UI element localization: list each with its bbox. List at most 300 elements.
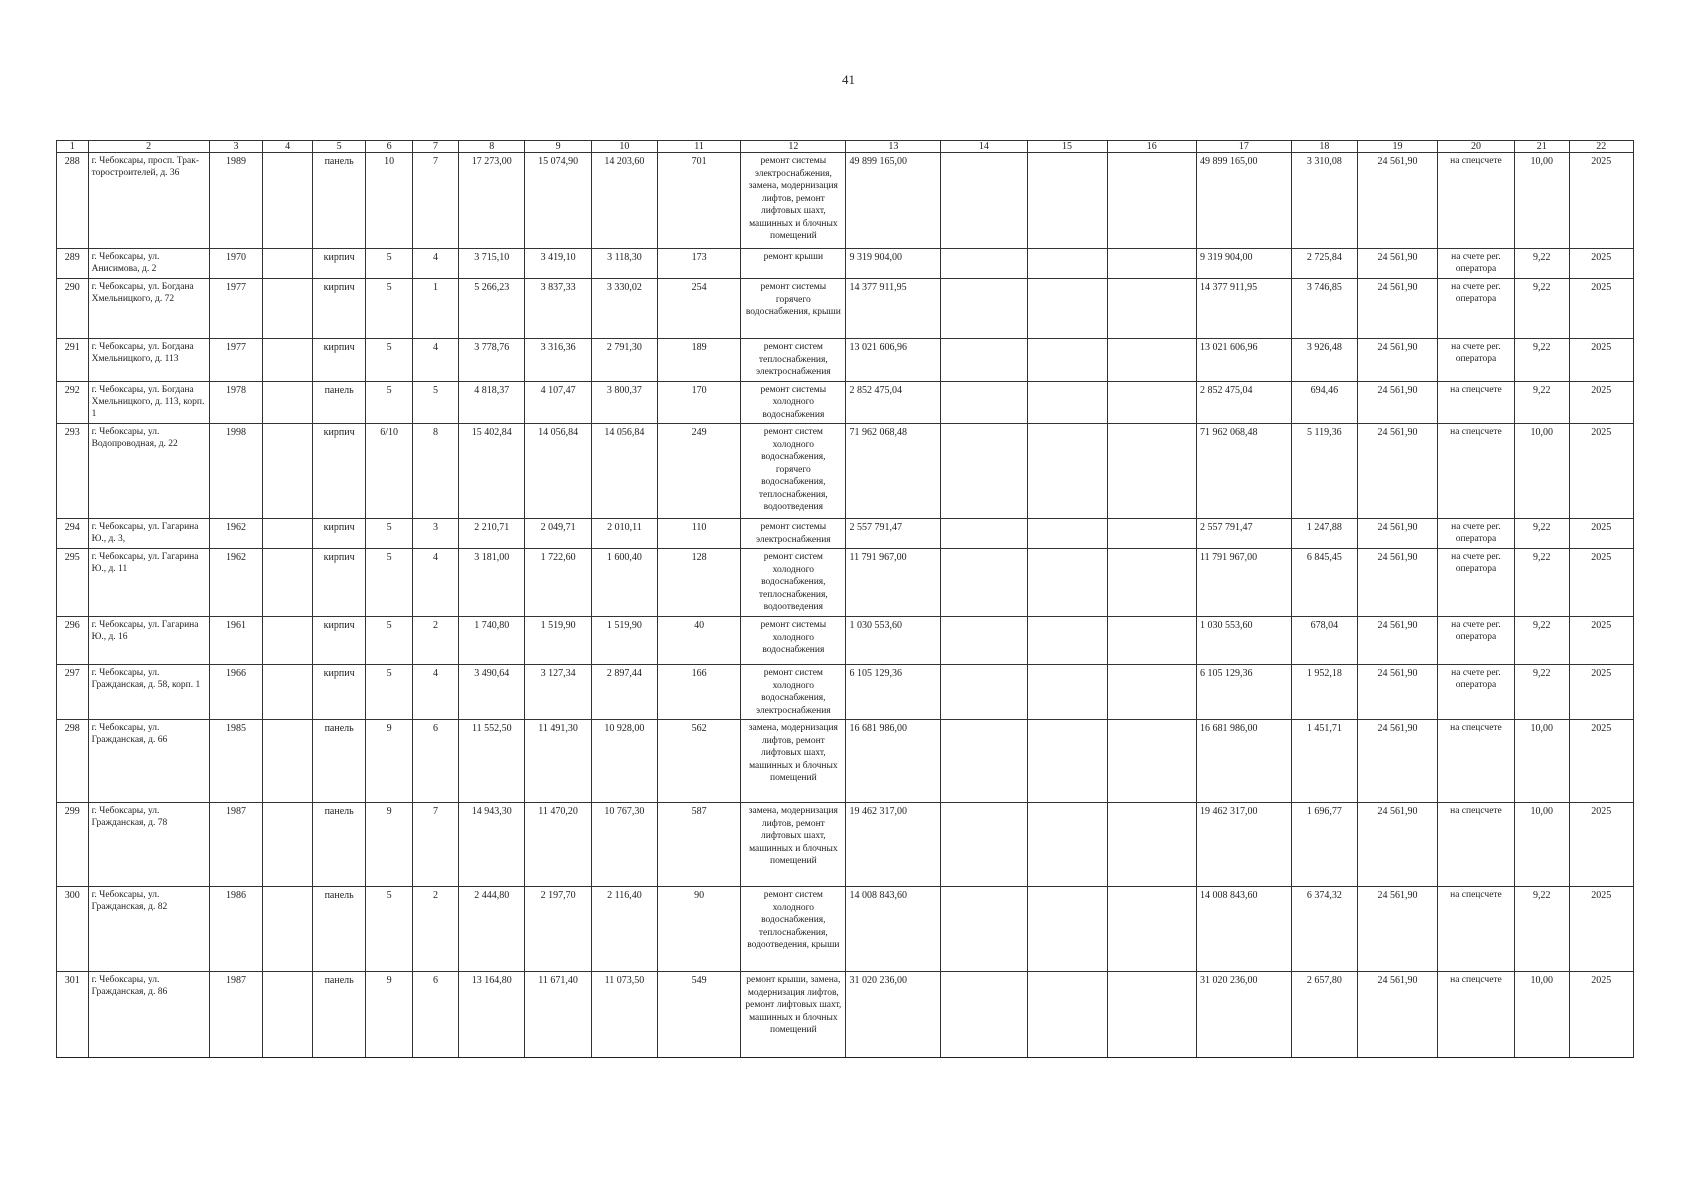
column-header-15: 15 (1027, 141, 1107, 153)
account-cell: на счете рег. оператора (1438, 549, 1515, 617)
col4-cell (263, 153, 312, 249)
limit-cell: 24 561,90 (1358, 249, 1438, 279)
table-header (57, 141, 1634, 153)
col16-cell (1107, 339, 1196, 382)
col4-cell (263, 424, 312, 519)
area-living-cell: 14 056,84 (525, 424, 591, 519)
entrances-cell: 4 (412, 549, 458, 617)
col15-cell (1027, 720, 1107, 803)
material-cell: панель (312, 153, 366, 249)
unit-cost-cell: 2 657,80 (1291, 972, 1357, 1058)
area-other-cell: 3 330,02 (591, 279, 657, 339)
table-row (57, 972, 1634, 1058)
address-cell: г. Чебоксары, ул. Гражданская, д. 82 (88, 887, 209, 972)
col15-cell (1027, 549, 1107, 617)
address-cell: г. Чебоксары, просп. Трак-торостроителей, д. 36 (88, 153, 209, 249)
rate-cell: 10,00 (1514, 720, 1569, 803)
area-living-cell: 3 127,34 (525, 665, 591, 720)
area-total-cell: 3 715,10 (459, 249, 525, 279)
floors-cell: 6/10 (366, 424, 412, 519)
plan-year-cell: 2025 (1569, 803, 1633, 887)
col14-cell (941, 887, 1027, 972)
cost-cell: 49 899 165,00 (846, 153, 941, 249)
col14-cell (941, 665, 1027, 720)
table-body (57, 153, 1634, 1058)
column-header-4: 4 (263, 141, 312, 153)
limit-cell: 24 561,90 (1358, 887, 1438, 972)
column-header-9: 9 (525, 141, 591, 153)
account-cell: на счете рег. оператора (1438, 665, 1515, 720)
work-type-cell: ремонт систем холодного водоснабжения, теплоснабжения, водоотведения (741, 549, 846, 617)
cost-cell: 31 020 236,00 (846, 972, 941, 1058)
cost-cell: 16 681 986,00 (846, 720, 941, 803)
entrances-cell: 2 (412, 887, 458, 972)
unit-cost-cell: 3 310,08 (1291, 153, 1357, 249)
material-cell: панель (312, 972, 366, 1058)
address-cell: г. Чебоксары, ул. Гражданская, д. 86 (88, 972, 209, 1058)
limit-cell: 24 561,90 (1358, 803, 1438, 887)
area-total-cell: 3 778,76 (459, 339, 525, 382)
cost-cell: 1 030 553,60 (846, 617, 941, 665)
year-cell: 1966 (209, 665, 263, 720)
col16-cell (1107, 519, 1196, 549)
residents-cell: 170 (658, 381, 741, 424)
area-other-cell: 2 116,40 (591, 887, 657, 972)
area-other-cell: 1 600,40 (591, 549, 657, 617)
col15-cell (1027, 519, 1107, 549)
rate-cell: 9,22 (1514, 249, 1569, 279)
work-type-cell: замена, модернизация лифтов, ремонт лифтовых шахт, машинных и блочных помещений (741, 803, 846, 887)
floors-cell: 9 (366, 972, 412, 1058)
cost-total-cell: 2 852 475,04 (1196, 381, 1291, 424)
year-cell: 1987 (209, 972, 263, 1058)
rate-cell: 10,00 (1514, 153, 1569, 249)
column-number-row (57, 141, 1634, 153)
cost-total-cell: 9 319 904,00 (1196, 249, 1291, 279)
address-cell: г. Чебоксары, ул. Водопроводная, д. 22 (88, 424, 209, 519)
work-type-cell: ремонт системы электроснабжения (741, 519, 846, 549)
column-header-19: 19 (1358, 141, 1438, 153)
col16-cell (1107, 549, 1196, 617)
table-row (57, 279, 1634, 339)
entrances-cell: 7 (412, 803, 458, 887)
area-living-cell: 11 671,40 (525, 972, 591, 1058)
row-number: 288 (57, 153, 89, 249)
col16-cell (1107, 279, 1196, 339)
area-living-cell: 4 107,47 (525, 381, 591, 424)
account-cell: на спецсчете (1438, 972, 1515, 1058)
area-other-cell: 2 010,11 (591, 519, 657, 549)
year-cell: 1998 (209, 424, 263, 519)
area-total-cell: 17 273,00 (459, 153, 525, 249)
col16-cell (1107, 665, 1196, 720)
col4-cell (263, 887, 312, 972)
account-cell: на счете рег. оператора (1438, 279, 1515, 339)
work-type-cell: замена, модернизация лифтов, ремонт лифтовых шахт, машинных и блочных помещений (741, 720, 846, 803)
plan-year-cell: 2025 (1569, 720, 1633, 803)
floors-cell: 9 (366, 720, 412, 803)
col16-cell (1107, 424, 1196, 519)
floors-cell: 5 (366, 249, 412, 279)
area-living-cell: 11 470,20 (525, 803, 591, 887)
cost-cell: 14 008 843,60 (846, 887, 941, 972)
address-cell: г. Чебоксары, ул. Богдана Хмельницкого, д. 113 (88, 339, 209, 382)
row-number: 289 (57, 249, 89, 279)
account-cell: на спецсчете (1438, 803, 1515, 887)
account-cell: на спецсчете (1438, 720, 1515, 803)
column-header-22: 22 (1569, 141, 1633, 153)
col16-cell (1107, 153, 1196, 249)
unit-cost-cell: 694,46 (1291, 381, 1357, 424)
area-other-cell: 3 800,37 (591, 381, 657, 424)
row-number: 292 (57, 381, 89, 424)
plan-year-cell: 2025 (1569, 519, 1633, 549)
floors-cell: 5 (366, 339, 412, 382)
col14-cell (941, 617, 1027, 665)
area-living-cell: 11 491,30 (525, 720, 591, 803)
unit-cost-cell: 2 725,84 (1291, 249, 1357, 279)
unit-cost-cell: 5 119,36 (1291, 424, 1357, 519)
column-header-3: 3 (209, 141, 263, 153)
material-cell: кирпич (312, 519, 366, 549)
year-cell: 1977 (209, 279, 263, 339)
cost-total-cell: 16 681 986,00 (1196, 720, 1291, 803)
capital-repair-table-container (56, 140, 1634, 1058)
col15-cell (1027, 972, 1107, 1058)
year-cell: 1961 (209, 617, 263, 665)
limit-cell: 24 561,90 (1358, 617, 1438, 665)
col4-cell (263, 519, 312, 549)
entrances-cell: 1 (412, 279, 458, 339)
unit-cost-cell: 1 451,71 (1291, 720, 1357, 803)
limit-cell: 24 561,90 (1358, 972, 1438, 1058)
address-cell: г. Чебоксары, ул. Гагарина Ю., д. 11 (88, 549, 209, 617)
work-type-cell: ремонт системы горячего водоснабжения, крыши (741, 279, 846, 339)
work-type-cell: ремонт систем теплоснабжения, электроснабжения (741, 339, 846, 382)
col4-cell (263, 972, 312, 1058)
year-cell: 1962 (209, 519, 263, 549)
residents-cell: 40 (658, 617, 741, 665)
row-number: 300 (57, 887, 89, 972)
table-row (57, 381, 1634, 424)
col4-cell (263, 381, 312, 424)
row-number: 290 (57, 279, 89, 339)
table-row (57, 665, 1634, 720)
column-header-12: 12 (741, 141, 846, 153)
area-other-cell: 14 203,60 (591, 153, 657, 249)
cost-total-cell: 71 962 068,48 (1196, 424, 1291, 519)
account-cell: на счете рег. оператора (1438, 339, 1515, 382)
cost-total-cell: 14 008 843,60 (1196, 887, 1291, 972)
area-living-cell: 15 074,90 (525, 153, 591, 249)
column-header-5: 5 (312, 141, 366, 153)
work-type-cell: ремонт крыши (741, 249, 846, 279)
year-cell: 1985 (209, 720, 263, 803)
row-number: 299 (57, 803, 89, 887)
address-cell: г. Чебоксары, ул. Гагарина Ю., д. 16 (88, 617, 209, 665)
material-cell: панель (312, 803, 366, 887)
entrances-cell: 6 (412, 720, 458, 803)
address-cell: г. Чебоксары, ул. Гражданская, д. 78 (88, 803, 209, 887)
area-other-cell: 2 791,30 (591, 339, 657, 382)
area-total-cell: 14 943,30 (459, 803, 525, 887)
col14-cell (941, 972, 1027, 1058)
residents-cell: 249 (658, 424, 741, 519)
column-header-13: 13 (846, 141, 941, 153)
account-cell: на спецсчете (1438, 887, 1515, 972)
material-cell: панель (312, 887, 366, 972)
unit-cost-cell: 1 696,77 (1291, 803, 1357, 887)
account-cell: на счете рег. оператора (1438, 249, 1515, 279)
row-number: 294 (57, 519, 89, 549)
limit-cell: 24 561,90 (1358, 665, 1438, 720)
col16-cell (1107, 249, 1196, 279)
row-number: 301 (57, 972, 89, 1058)
col15-cell (1027, 279, 1107, 339)
floors-cell: 5 (366, 279, 412, 339)
col15-cell (1027, 381, 1107, 424)
limit-cell: 24 561,90 (1358, 381, 1438, 424)
residents-cell: 189 (658, 339, 741, 382)
column-header-7: 7 (412, 141, 458, 153)
plan-year-cell: 2025 (1569, 153, 1633, 249)
rate-cell: 9,22 (1514, 617, 1569, 665)
residents-cell: 587 (658, 803, 741, 887)
col14-cell (941, 803, 1027, 887)
col15-cell (1027, 339, 1107, 382)
area-living-cell: 3 837,33 (525, 279, 591, 339)
col14-cell (941, 249, 1027, 279)
col15-cell (1027, 665, 1107, 720)
area-total-cell: 3 181,00 (459, 549, 525, 617)
rate-cell: 9,22 (1514, 519, 1569, 549)
year-cell: 1962 (209, 549, 263, 617)
floors-cell: 5 (366, 549, 412, 617)
account-cell: на счете рег. оператора (1438, 519, 1515, 549)
rate-cell: 9,22 (1514, 339, 1569, 382)
col15-cell (1027, 617, 1107, 665)
year-cell: 1987 (209, 803, 263, 887)
area-other-cell: 2 897,44 (591, 665, 657, 720)
work-type-cell: ремонт системы электроснабжения, замена, модернизация лифтов, ремонт лифтовых шахт, машинных и блочных помещений (741, 153, 846, 249)
plan-year-cell: 2025 (1569, 549, 1633, 617)
plan-year-cell: 2025 (1569, 249, 1633, 279)
col4-cell (263, 279, 312, 339)
row-number: 291 (57, 339, 89, 382)
limit-cell: 24 561,90 (1358, 519, 1438, 549)
area-living-cell: 2 197,70 (525, 887, 591, 972)
col4-cell (263, 549, 312, 617)
unit-cost-cell: 3 926,48 (1291, 339, 1357, 382)
floors-cell: 5 (366, 381, 412, 424)
area-living-cell: 2 049,71 (525, 519, 591, 549)
capital-repair-table (56, 140, 1634, 1058)
address-cell: г. Чебоксары, ул. Гражданская, д. 66 (88, 720, 209, 803)
limit-cell: 24 561,90 (1358, 339, 1438, 382)
area-living-cell: 1 722,60 (525, 549, 591, 617)
residents-cell: 549 (658, 972, 741, 1058)
area-total-cell: 1 740,80 (459, 617, 525, 665)
col4-cell (263, 803, 312, 887)
col16-cell (1107, 803, 1196, 887)
limit-cell: 24 561,90 (1358, 424, 1438, 519)
area-total-cell: 5 266,23 (459, 279, 525, 339)
col14-cell (941, 549, 1027, 617)
rate-cell: 10,00 (1514, 803, 1569, 887)
col15-cell (1027, 887, 1107, 972)
floors-cell: 5 (366, 887, 412, 972)
residents-cell: 562 (658, 720, 741, 803)
account-cell: на спецсчете (1438, 153, 1515, 249)
column-header-21: 21 (1514, 141, 1569, 153)
col14-cell (941, 279, 1027, 339)
material-cell: панель (312, 381, 366, 424)
page-number: 41 (842, 72, 855, 87)
area-living-cell: 3 316,36 (525, 339, 591, 382)
work-type-cell: ремонт систем холодного водоснабжения, электроснабжения (741, 665, 846, 720)
area-total-cell: 15 402,84 (459, 424, 525, 519)
account-cell: на спецсчете (1438, 424, 1515, 519)
cost-cell: 19 462 317,00 (846, 803, 941, 887)
area-other-cell: 10 767,30 (591, 803, 657, 887)
cost-total-cell: 13 021 606,96 (1196, 339, 1291, 382)
area-other-cell: 10 928,00 (591, 720, 657, 803)
col14-cell (941, 381, 1027, 424)
rate-cell: 10,00 (1514, 972, 1569, 1058)
year-cell: 1970 (209, 249, 263, 279)
entrances-cell: 7 (412, 153, 458, 249)
year-cell: 1986 (209, 887, 263, 972)
column-header-8: 8 (459, 141, 525, 153)
table-row (57, 720, 1634, 803)
plan-year-cell: 2025 (1569, 424, 1633, 519)
rate-cell: 9,22 (1514, 665, 1569, 720)
material-cell: кирпич (312, 424, 366, 519)
table-row (57, 549, 1634, 617)
cost-total-cell: 14 377 911,95 (1196, 279, 1291, 339)
area-total-cell: 4 818,37 (459, 381, 525, 424)
material-cell: кирпич (312, 665, 366, 720)
plan-year-cell: 2025 (1569, 339, 1633, 382)
column-header-17: 17 (1196, 141, 1291, 153)
cost-total-cell: 31 020 236,00 (1196, 972, 1291, 1058)
col16-cell (1107, 381, 1196, 424)
residents-cell: 110 (658, 519, 741, 549)
unit-cost-cell: 1 952,18 (1291, 665, 1357, 720)
column-header-1: 1 (57, 141, 89, 153)
unit-cost-cell: 3 746,85 (1291, 279, 1357, 339)
col16-cell (1107, 972, 1196, 1058)
plan-year-cell: 2025 (1569, 972, 1633, 1058)
area-living-cell: 3 419,10 (525, 249, 591, 279)
table-row (57, 803, 1634, 887)
col16-cell (1107, 720, 1196, 803)
col14-cell (941, 519, 1027, 549)
cost-cell: 2 557 791,47 (846, 519, 941, 549)
rate-cell: 10,00 (1514, 424, 1569, 519)
area-other-cell: 11 073,50 (591, 972, 657, 1058)
cost-total-cell: 19 462 317,00 (1196, 803, 1291, 887)
address-cell: г. Чебоксары, ул. Богдана Хмельницкого, д. 72 (88, 279, 209, 339)
address-cell: г. Чебоксары, ул. Богдана Хмельницкого, д. 113, корп. 1 (88, 381, 209, 424)
address-cell: г. Чебоксары, ул. Гражданская, д. 58, корп. 1 (88, 665, 209, 720)
year-cell: 1977 (209, 339, 263, 382)
residents-cell: 90 (658, 887, 741, 972)
cost-total-cell: 49 899 165,00 (1196, 153, 1291, 249)
column-header-14: 14 (941, 141, 1027, 153)
table-row (57, 617, 1634, 665)
year-cell: 1989 (209, 153, 263, 249)
entrances-cell: 3 (412, 519, 458, 549)
limit-cell: 24 561,90 (1358, 153, 1438, 249)
area-other-cell: 1 519,90 (591, 617, 657, 665)
work-type-cell: ремонт систем холодного водоснабжения, горячего водоснабжения, теплоснабжения, водоотведения (741, 424, 846, 519)
rate-cell: 9,22 (1514, 887, 1569, 972)
unit-cost-cell: 6 845,45 (1291, 549, 1357, 617)
col4-cell (263, 665, 312, 720)
col16-cell (1107, 887, 1196, 972)
col4-cell (263, 617, 312, 665)
area-total-cell: 11 552,50 (459, 720, 525, 803)
material-cell: кирпич (312, 617, 366, 665)
unit-cost-cell: 6 374,32 (1291, 887, 1357, 972)
material-cell: кирпич (312, 339, 366, 382)
floors-cell: 5 (366, 665, 412, 720)
plan-year-cell: 2025 (1569, 665, 1633, 720)
entrances-cell: 4 (412, 665, 458, 720)
col4-cell (263, 720, 312, 803)
cost-cell: 13 021 606,96 (846, 339, 941, 382)
address-cell: г. Чебоксары, ул. Анисимова, д. 2 (88, 249, 209, 279)
material-cell: панель (312, 720, 366, 803)
area-other-cell: 3 118,30 (591, 249, 657, 279)
row-number: 297 (57, 665, 89, 720)
area-living-cell: 1 519,90 (525, 617, 591, 665)
cost-total-cell: 2 557 791,47 (1196, 519, 1291, 549)
material-cell: кирпич (312, 279, 366, 339)
account-cell: на счете рег. оператора (1438, 617, 1515, 665)
entrances-cell: 8 (412, 424, 458, 519)
rate-cell: 9,22 (1514, 549, 1569, 617)
table-row (57, 887, 1634, 972)
col14-cell (941, 339, 1027, 382)
cost-cell: 9 319 904,00 (846, 249, 941, 279)
material-cell: кирпич (312, 249, 366, 279)
col4-cell (263, 339, 312, 382)
cost-cell: 71 962 068,48 (846, 424, 941, 519)
table-row (57, 339, 1634, 382)
col14-cell (941, 424, 1027, 519)
entrances-cell: 2 (412, 617, 458, 665)
work-type-cell: ремонт системы холодного водоснабжения (741, 381, 846, 424)
unit-cost-cell: 678,04 (1291, 617, 1357, 665)
column-header-18: 18 (1291, 141, 1357, 153)
cost-cell: 11 791 967,00 (846, 549, 941, 617)
residents-cell: 166 (658, 665, 741, 720)
area-total-cell: 3 490,64 (459, 665, 525, 720)
row-number: 298 (57, 720, 89, 803)
floors-cell: 9 (366, 803, 412, 887)
floors-cell: 5 (366, 519, 412, 549)
residents-cell: 128 (658, 549, 741, 617)
column-header-20: 20 (1438, 141, 1515, 153)
area-total-cell: 2 444,80 (459, 887, 525, 972)
area-other-cell: 14 056,84 (591, 424, 657, 519)
col15-cell (1027, 803, 1107, 887)
address-cell: г. Чебоксары, ул. Гагарина Ю., д. 3, (88, 519, 209, 549)
col15-cell (1027, 424, 1107, 519)
work-type-cell: ремонт систем холодного водоснабжения, теплоснабжения, водоотведения, крыши (741, 887, 846, 972)
